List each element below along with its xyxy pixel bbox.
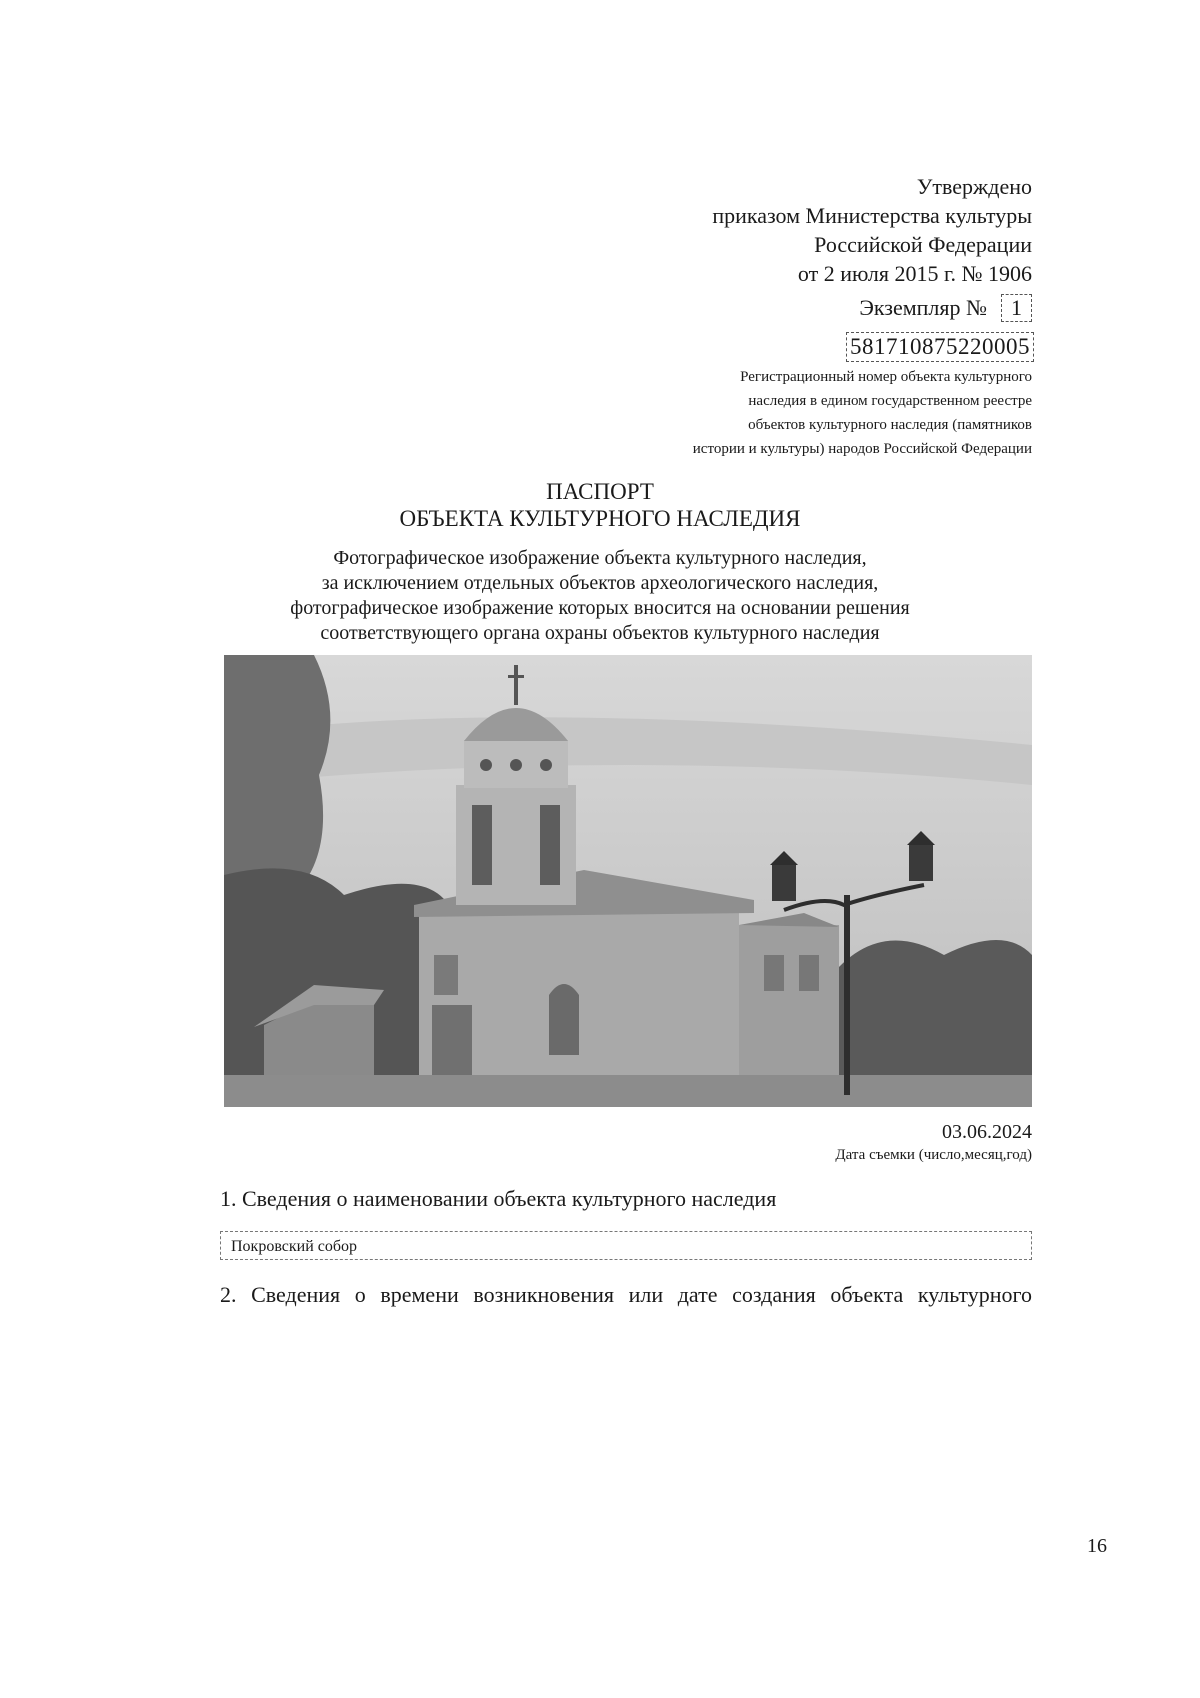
title-line-1: ПАСПОРТ xyxy=(546,479,654,504)
copy-number-label: Экземпляр № xyxy=(859,295,987,320)
registration-caption-line: объектов культурного наследия (памятников xyxy=(748,417,1032,433)
approval-line: от 2 июля 2015 г. № 1906 xyxy=(797,261,1032,286)
registration-caption-line: наследия в едином государственном реестре xyxy=(748,393,1032,409)
section-1-heading: 1. Сведения о наименовании объекта культурного наследия xyxy=(220,1186,777,1211)
cathedral-photo xyxy=(224,655,1032,1107)
photo-caption-line: за исключением отдельных объектов археологического наследия, xyxy=(321,572,879,594)
photo-date: 03.06.2024 xyxy=(942,1121,1032,1143)
photo-caption-line: Фотографическое изображение объекта культурного наследия, xyxy=(333,547,867,569)
photo-caption-line: фотографическое изображение которых вносится на основании решения xyxy=(290,597,910,619)
cathedral-photo-illustration xyxy=(224,655,1032,1107)
document-title xyxy=(0,478,1200,532)
photo-caption-line: соответствующего органа охраны объектов культурного наследия xyxy=(320,622,880,644)
copy-number-row xyxy=(859,294,1032,322)
registration-caption-line: истории и культуры) народов Российской Федерации xyxy=(692,441,1032,457)
approval-line: Российской Федерации xyxy=(814,232,1032,257)
approval-line: Утверждено xyxy=(916,174,1032,199)
page-number: 16 xyxy=(1087,1535,1107,1557)
registration-caption-line: Регистрационный номер объекта культурного xyxy=(740,369,1032,385)
object-name-field: Покровский собор xyxy=(220,1231,1032,1260)
registration-caption xyxy=(693,365,1032,461)
title-line-2: ОБЪЕКТА КУЛЬТУРНОГО НАСЛЕДИЯ xyxy=(399,506,801,531)
photo-date-caption: Дата съемки (число,месяц,год) xyxy=(835,1147,1032,1163)
section-2-heading: 2. Сведения о времени возникновения или дате создания объекта культурного xyxy=(220,1282,1032,1307)
registration-number: 581710875220005 xyxy=(846,332,1034,362)
approval-block xyxy=(712,172,1032,288)
copy-number-box: 1 xyxy=(1001,294,1032,322)
approval-line: приказом Министерства культуры xyxy=(712,203,1032,228)
photo-section-caption xyxy=(0,546,1200,646)
